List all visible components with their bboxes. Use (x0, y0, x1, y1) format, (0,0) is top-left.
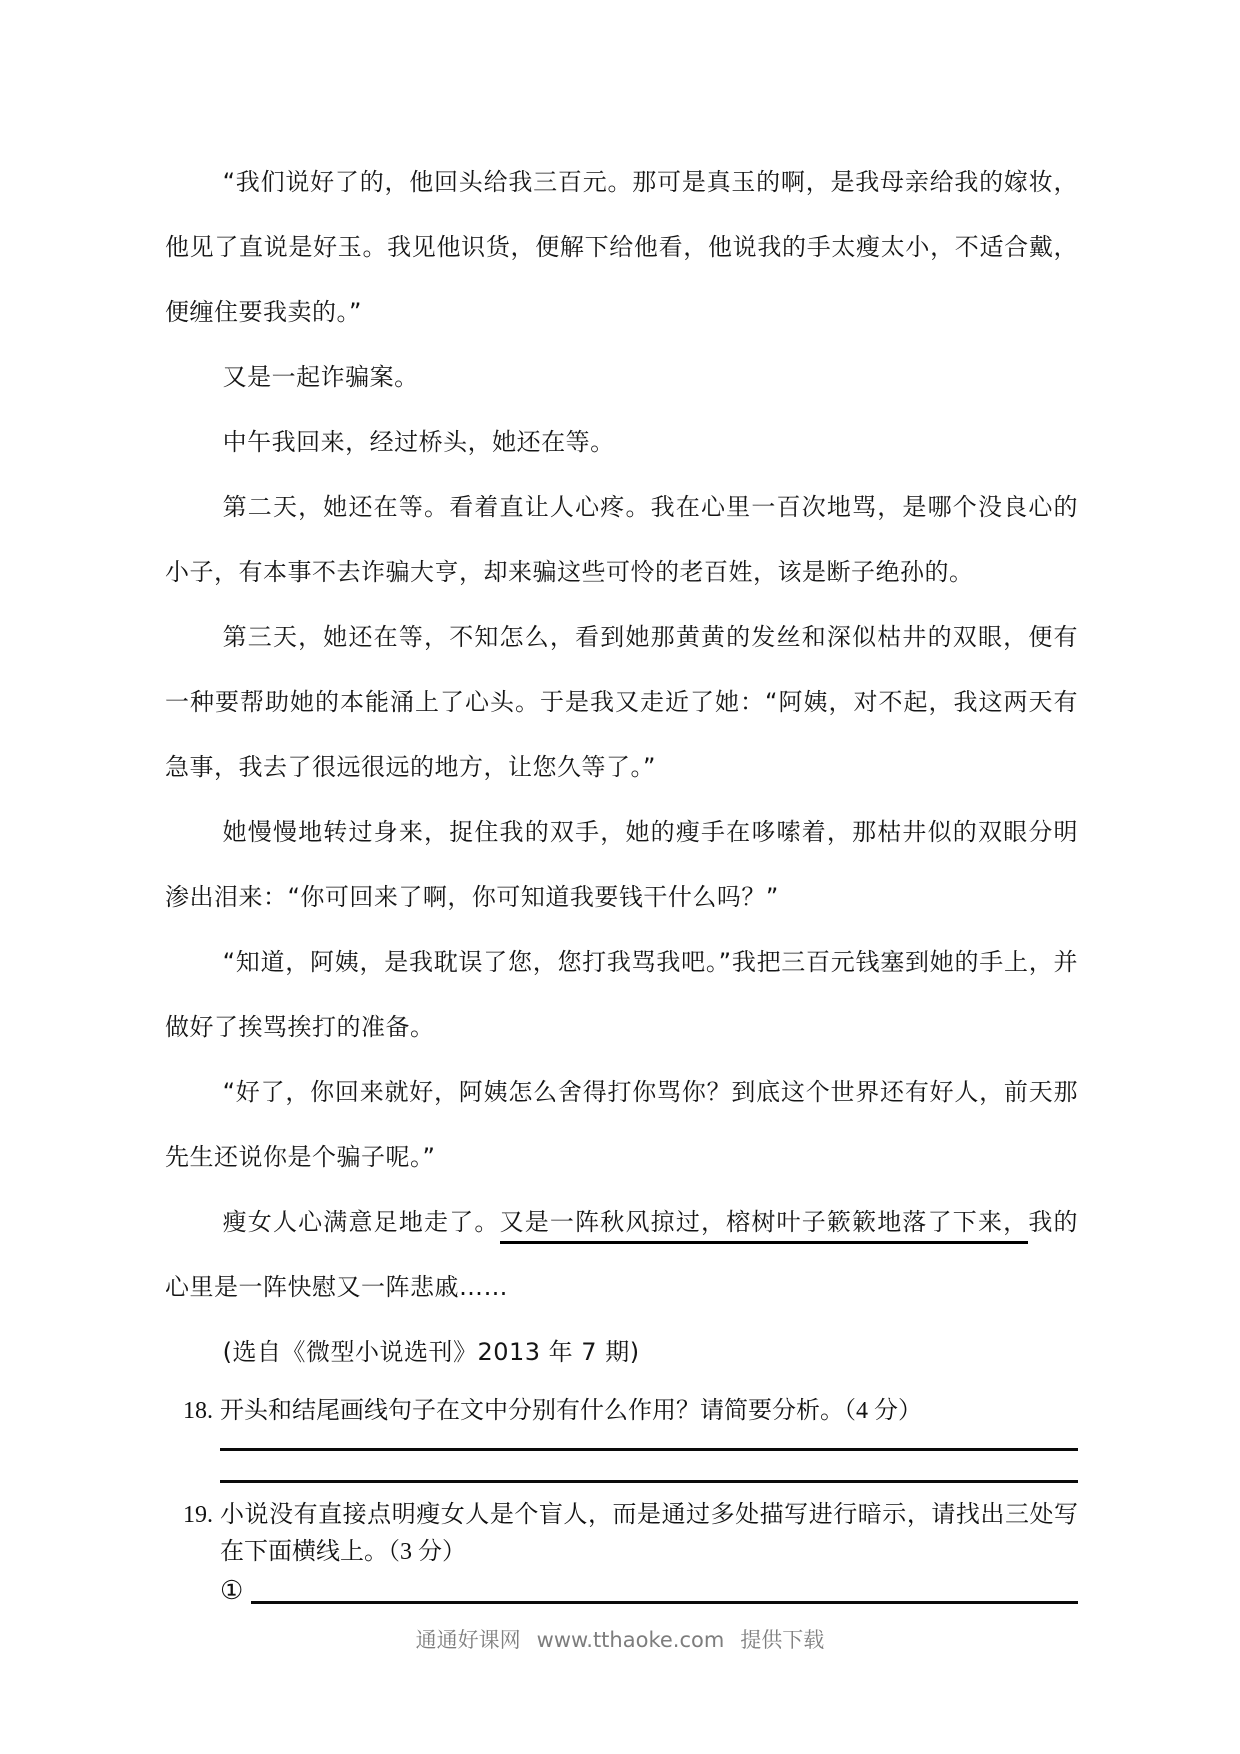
question-18 (165, 1393, 1078, 1483)
question-19 (165, 1497, 1078, 1609)
story-paragraph-4: 第二天，她还在等。看着直让人心疼。我在心里一百次地骂，是哪个没良心的小子，有本事不去诈骗大亨，却来骗这些可怜的老百姓，该是断子绝孙的。 (165, 493, 1078, 586)
underlined-sentence: 又是一阵秋风掠过，榕树叶子簌簌地落了下来， (500, 1208, 1029, 1244)
question-19-text: 小说没有直接点明瘦女人是个盲人，而是通过多处描写进行暗示，请找出三处写在下面横线上。（3 分） (220, 1502, 1078, 1565)
answer-line-item-1 (251, 1601, 1078, 1604)
footer-site-name: 通通好课网 (415, 1628, 521, 1652)
question-19-number: 19. (183, 1502, 213, 1528)
story-text-pre: 瘦女人心满意足地走了。 (222, 1208, 500, 1236)
answer-line-1 (220, 1448, 1078, 1451)
footer-download-text: 提供下载 (740, 1628, 825, 1652)
story-paragraph-2: 又是一起诈骗案。 (222, 363, 419, 391)
story-paragraph-final (165, 1190, 1078, 1320)
question-18-text: 开头和结尾画线句子在文中分别有什么作用？请简要分析。（4 分） (220, 1398, 922, 1424)
story-paragraph-6: 她慢慢地转过身来，捉住我的双手，她的瘦手在哆嗦着，那枯井似的双眼分明渗出泪来：“你可回来了啊，你可知道我要钱干什么吗？” (165, 818, 1078, 911)
answer-line-2 (220, 1480, 1078, 1483)
question-18-number: 18. (183, 1398, 213, 1424)
story-paragraph-1: “我们说好了的，他回头给我三百元。那可是真玉的啊，是我母亲给我的嫁妆，他见了直说是好玉。我见他识货，便解下给他看，他说我的手太瘦太小，不适合戴，便缠住要我卖的。” (165, 168, 1078, 326)
story-paragraph-8: “好了，你回来就好，阿姨怎么舍得打你骂你？到底这个世界还有好人，前天那先生还说你是个骗子呢。” (165, 1078, 1078, 1171)
story-text-post: 我的心里是一阵快慰又一阵悲戚…… (165, 1208, 1079, 1301)
page-content (165, 150, 1078, 1609)
page-footer (0, 1626, 1240, 1654)
story-paragraph-7: “知道，阿姨，是我耽误了您，您打我骂我吧。”我把三百元钱塞到她的手上，并做好了挨骂挨打的准备。 (165, 948, 1078, 1041)
story-paragraph-3: 中午我回来，经过桥头，她还在等。 (222, 428, 615, 456)
source-citation: (选自《微型小说选刊》2013 年 7 期) (222, 1338, 640, 1366)
item-1-marker: ① (220, 1576, 244, 1605)
reading-passage (165, 150, 1078, 1385)
footer-url: www.tthaoke.com (536, 1628, 725, 1652)
story-paragraph-5: 第三天，她还在等，不知怎么，看到她那黄黄的发丝和深似枯井的双眼，便有一种要帮助她的本能涌上了心头。于是我又走近了她：“阿姨，对不起，我这两天有急事，我去了很远很远的地方，让您久等了。” (165, 623, 1078, 781)
answer-item-1 (220, 1573, 1078, 1609)
